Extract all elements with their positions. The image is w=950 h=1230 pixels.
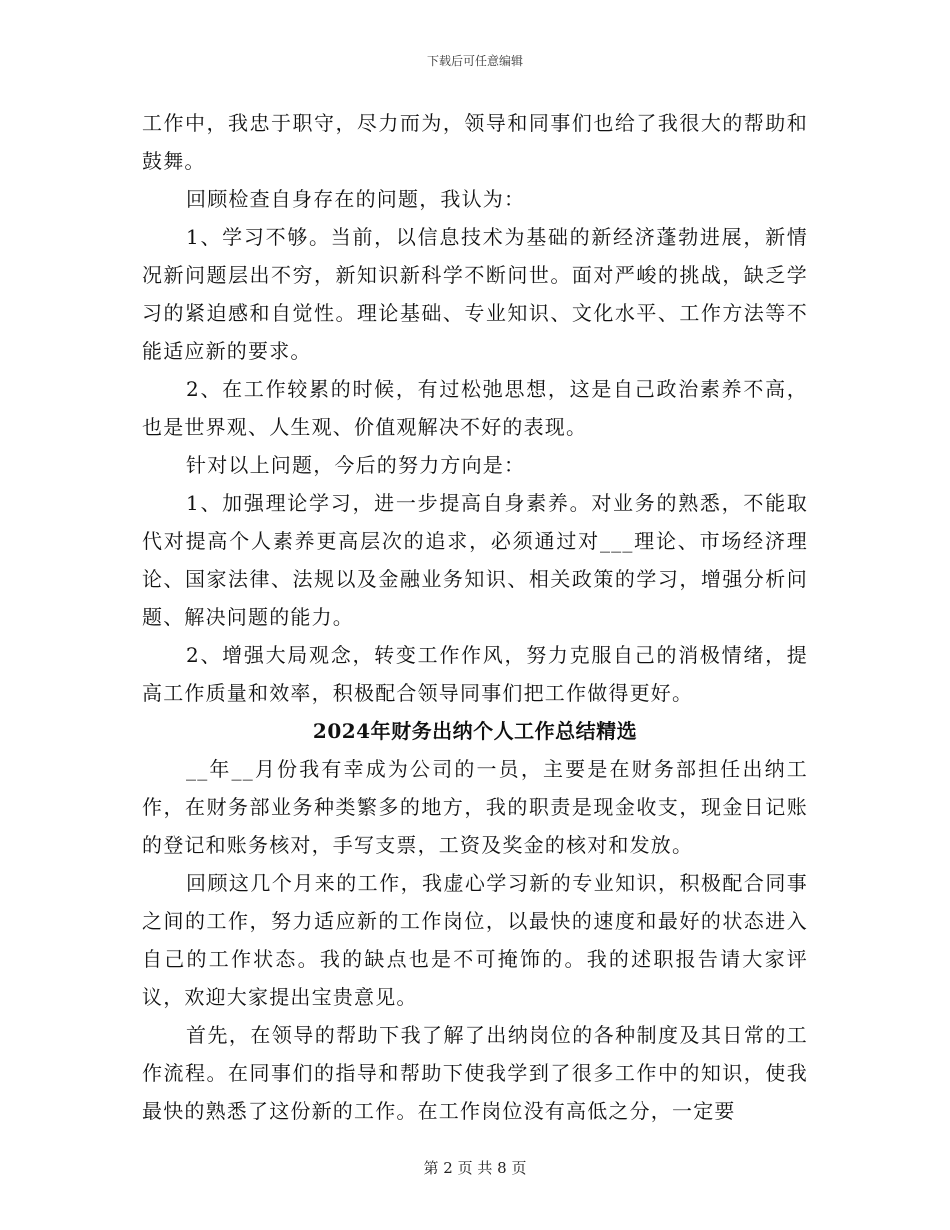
paragraph-direction-2: 2、增强大局观念，转变工作作风，努力克服自己的消极情绪，提高工作质量和效率，积极配合领导同事们把工作做得更好。: [142, 643, 808, 705]
paragraph-section-2: 回顾这几个月来的工作，我虚心学习新的专业知识，积极配合同事之间的工作，努力适应新的工作岗位，以最快的速度和最好的状态进入自己的工作状态。我的缺点也是不可掩饰的。我的述职报告请大家评议，欢迎大家提出宝贵意见。: [142, 871, 808, 1009]
paragraph-intro-continued: 工作中，我忠于职守，尽力而为，领导和同事们也给了我很大的帮助和鼓舞。: [142, 111, 808, 173]
paragraph-problem-2: 2、在工作较累的时候，有过松弛思想，这是自己政治素养不高，也是世界观、人生观、价值观解决不好的表现。: [142, 377, 808, 439]
page-header: 下载后可任意编辑: [426, 54, 523, 68]
paragraph-section-3: 首先，在领导的帮助下我了解了出纳岗位的各种制度及其日常的工作流程。在同事们的指导和帮助下使我学到了很多工作中的知识，使我最快的熟悉了这份新的工作。在工作岗位没有高低之分，一定要: [142, 1023, 808, 1123]
paragraph-direction-intro: 针对以上问题，今后的努力方向是：: [186, 453, 526, 477]
paragraph-problem-1: 1、学习不够。当前，以信息技术为基础的新经济蓬勃进展，新情况新问题层出不穷，新知识新科学不断问世。面对严峻的挑战，缺乏学习的紧迫感和自觉性。理论基础、专业知识、文化水平、工作方法等不能适应新的要求。: [142, 225, 808, 363]
page-footer: 第 2 页 共 8 页: [423, 1159, 527, 1177]
document-body: [142, 104, 808, 1130]
paragraph-section-1: __年__月份我有幸成为公司的一员，主要是在财务部担任出纳工作，在财务部业务种类繁多的地方，我的职责是现金收支，现金日记账的登记和账务核对，手写支票，工资及奖金的核对和发放。: [142, 757, 808, 857]
section-title: 2024年财务出纳个人工作总结精选: [312, 719, 638, 743]
paragraph-problems-intro: 回顾检查自身存在的问题，我认为：: [186, 187, 526, 211]
paragraph-direction-1: 1、加强理论学习，进一步提高自身素养。对业务的熟悉，不能取代对提高个人素养更高层次的追求，必须通过对___理论、市场经济理论、国家法律、法规以及金融业务知识、相关政策的学习，增强分析问题、解决问题的能力。: [142, 491, 808, 629]
